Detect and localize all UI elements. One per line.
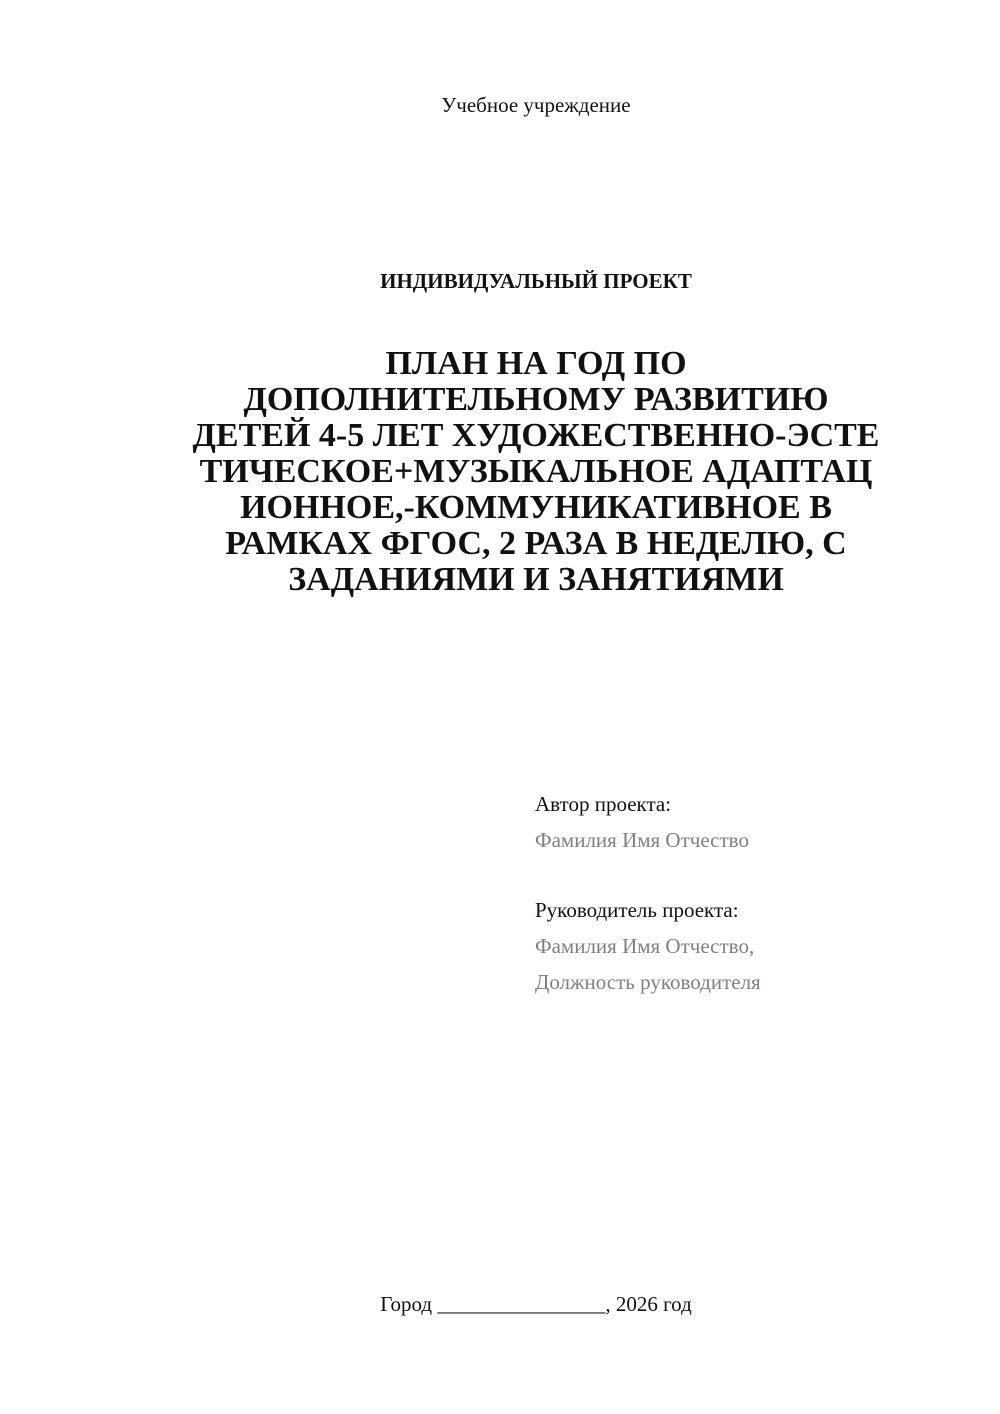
title-line: ДОПОЛНИТЕЛЬНОМУ РАЗВИТИЮ [243, 381, 829, 418]
title-line: РАМКАХ ФГОС, 2 РАЗА В НЕДЕЛЮ, С [225, 525, 847, 562]
year-text: , 2026 год [605, 1292, 692, 1316]
city-label: Город [380, 1292, 433, 1316]
title-line: ДЕТЕЙ 4-5 ЛЕТ ХУДОЖЕСТВЕННО-ЭСТЕ [192, 417, 880, 454]
title-line: ТИЧЕСКОЕ+МУЗЫКАЛЬНОЕ АДАПТАЦ [199, 453, 873, 490]
author-name: Фамилия Имя Отчество [535, 828, 749, 852]
city-year-line [0, 1289, 1000, 1319]
supervisor-name: Фамилия Имя Отчество, [535, 934, 755, 958]
supervisor-label: Руководитель проекта: [535, 898, 739, 922]
project-title [150, 346, 922, 598]
title-line: ИОННОЕ,-КОММУНИКАТИВНОЕ В [240, 489, 832, 526]
supervisor-block [535, 892, 761, 1000]
city-blank: ________________ [437, 1292, 606, 1316]
author-label: Автор проекта: [535, 792, 672, 816]
author-block [535, 786, 749, 858]
institution-name: Учебное учреждение [441, 93, 631, 117]
title-line: ПЛАН НА ГОД ПО [385, 345, 687, 382]
document-type: ИНДИВИДУАЛЬНЫЙ ПРОЕКТ [380, 269, 692, 293]
supervisor-position: Должность руководителя [535, 970, 761, 994]
title-line: ЗАДАНИЯМИ И ЗАНЯТИЯМИ [288, 561, 784, 598]
